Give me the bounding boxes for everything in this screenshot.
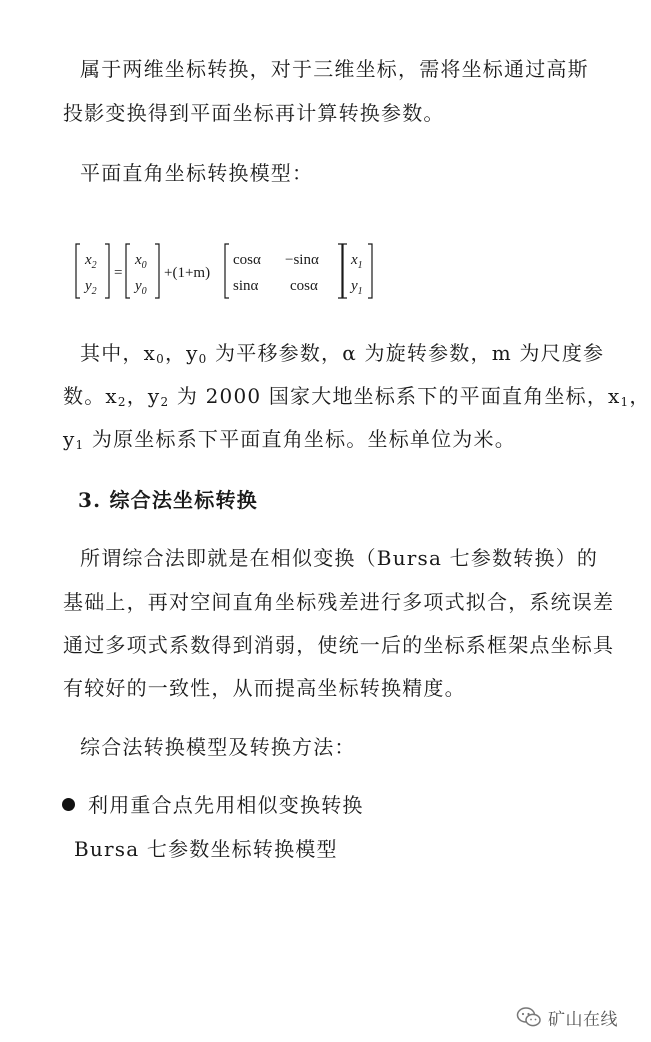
bullet-icon: [62, 798, 75, 811]
transform-formula: [75, 240, 375, 302]
text-span: 平面直角坐标转换模型：: [80, 161, 314, 185]
heading-text: 3. 综合法坐标转换: [78, 488, 258, 512]
paragraph-line: [80, 545, 598, 571]
formula-svg: [75, 240, 375, 302]
svg-text:−sinα: −sinα: [285, 252, 319, 268]
subscript: 0: [156, 352, 165, 366]
paragraph-line: [63, 383, 651, 409]
text-span: 为 2000 国家大地坐标系下的平面直角坐标，x: [169, 384, 621, 408]
svg-text:cosα: cosα: [290, 278, 318, 294]
text-span: 属于两维坐标转换，对于三维坐标，需将坐标通过高斯: [80, 57, 589, 81]
text-span: 数。x: [63, 384, 118, 408]
text-span: 所谓综合法即就是在相似变换（Bursa 七参数转换）的: [80, 546, 599, 570]
text-span: Bursa 七参数坐标转换模型: [74, 837, 338, 861]
svg-text:x0: $x_0$: [135, 252, 147, 271]
paragraph-line: [74, 836, 338, 862]
svg-text:y0: $y_0$: [135, 278, 147, 297]
text-span: 投影变换得到平面坐标再计算转换参数。: [63, 101, 445, 125]
text-span: 为平移参数，α 为旋转参数，m 为尺度参: [207, 341, 605, 365]
svg-text:y1: $y_1$: [351, 278, 363, 297]
text-span: 为原坐标系下平面直角坐标。坐标单位为米。: [84, 427, 516, 451]
svg-text:x2: $x_2$: [85, 252, 97, 271]
paragraph-line: [63, 589, 614, 615]
paragraph-line: [80, 160, 313, 186]
svg-text:+(1+m): +(1+m): [164, 265, 211, 281]
text-span: 其中，x: [80, 341, 157, 365]
subscript: 2: [117, 395, 127, 409]
text-span: 综合法转换模型及转换方法：: [80, 735, 356, 759]
subscript: 2: [160, 395, 170, 409]
paragraph-line: [63, 100, 445, 126]
paragraph-line: [80, 56, 589, 82]
svg-text:cosα: cosα: [233, 252, 261, 268]
paragraph-line: [80, 340, 604, 366]
text-span: 有较好的一致性，从而提高坐标转换精度。: [63, 676, 466, 700]
svg-text:x1: $x_1$: [351, 252, 363, 271]
svg-text:=: =: [114, 265, 123, 281]
text-span: ，: [629, 384, 651, 408]
paragraph-line: [63, 426, 516, 452]
subscript: 0: [198, 352, 208, 366]
subscript: 1: [75, 438, 85, 452]
watermark: [516, 1004, 618, 1030]
text-span: ，y: [126, 384, 161, 408]
text-span: 通过多项式系数得到消弱，使统一后的坐标系框架点坐标具: [63, 633, 615, 657]
watermark-text: 矿山在线: [548, 1009, 618, 1030]
section-heading: [78, 487, 258, 513]
bullet-item: [88, 792, 364, 818]
text-span: 基础上，再对空间直角坐标残差进行多项式拟合，系统误差: [63, 590, 615, 614]
paragraph-line: [63, 632, 614, 658]
wechat-icon: [516, 1006, 542, 1028]
text-span: y: [63, 427, 76, 451]
subscript: 1: [620, 395, 630, 409]
text-span: ，y: [164, 341, 199, 365]
text-span: 利用重合点先用相似变换转换: [88, 793, 364, 817]
paragraph-line: [80, 734, 356, 760]
svg-text:sinα: sinα: [233, 278, 259, 294]
paragraph-line: [63, 675, 466, 701]
svg-text:y2: $y_2$: [85, 278, 97, 297]
